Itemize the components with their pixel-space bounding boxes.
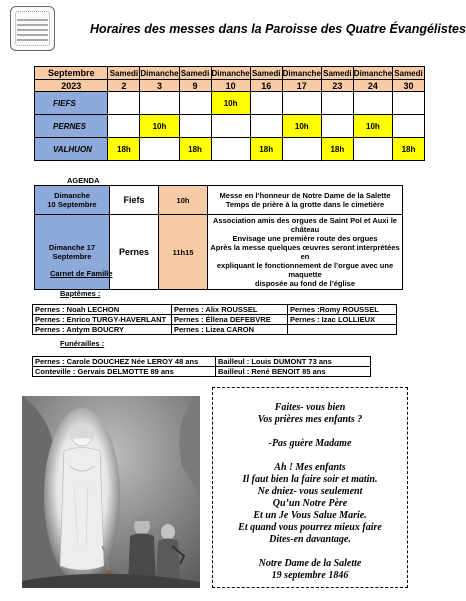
- agenda-time: 10h: [159, 186, 208, 215]
- table-row: [33, 325, 397, 335]
- poem-line: Et quand vous pourrez mieux faire: [238, 522, 382, 533]
- baptism-entry: Pernes : Lizea CARON: [172, 325, 288, 335]
- poem-line: Qu’un Notre Père: [272, 498, 348, 509]
- schedule-cell: [282, 138, 321, 161]
- schedule-cell: [393, 92, 425, 115]
- schedule-row-pernes: [35, 115, 425, 138]
- agenda-desc-line: Messe en l’honneur de Notre Dame de la Salette: [219, 191, 391, 200]
- baptism-entry: Pernes : Izac LOLLIEUX: [288, 315, 397, 325]
- schedule-cell: [250, 92, 282, 115]
- schedule-day: Samedi: [180, 68, 210, 78]
- schedule-date: 9: [179, 80, 211, 92]
- schedule-day: Samedi: [109, 68, 139, 78]
- apparition-la-salette-image: [22, 396, 200, 588]
- agenda-when-line: Septembre: [52, 252, 92, 261]
- table-row: [33, 367, 371, 377]
- poem-line: Ne dniez- vous seulement: [257, 486, 363, 497]
- schedule-header-dates: [35, 80, 425, 92]
- schedule-cell: 10h: [211, 92, 250, 115]
- schedule-month: Septembre: [35, 67, 108, 80]
- schedule-cell: 10h: [140, 115, 179, 138]
- schedule-date: 17: [282, 80, 321, 92]
- schedule-date: 2: [108, 80, 140, 92]
- table-row: [33, 357, 371, 367]
- poem-line: Et un Je Vous Salue Marie.: [253, 510, 367, 521]
- schedule-cell: 18h: [321, 138, 353, 161]
- schedule-place: FIEFS: [35, 92, 108, 115]
- agenda-when-line: 10 Septembre: [47, 200, 97, 209]
- baptism-entry: Pernes : Antym BOUCRY: [33, 325, 172, 335]
- funeral-entry: Bailleul : René BENOIT 85 ans: [216, 367, 371, 377]
- poem-line: Faites- vous bien: [274, 402, 346, 413]
- agenda-desc-line: Temps de prière à la grotte dans le cimetière: [225, 200, 385, 209]
- baptism-entry: Pernes : Éllena DEFEBVRE: [172, 315, 288, 325]
- schedule-cell: 10h: [282, 115, 321, 138]
- agenda-desc-line: Après la messe quelques œuvres seront interprétées en: [210, 243, 400, 261]
- schedule-cell: [108, 92, 140, 115]
- poem-line: Notre Dame de la Salette: [258, 558, 362, 569]
- schedule-cell: [211, 138, 250, 161]
- schedule-place: PERNES: [35, 115, 108, 138]
- poem-line: -Pas guère Madame: [268, 438, 352, 449]
- schedule-cell: [353, 138, 392, 161]
- schedule-date: 30: [393, 80, 425, 92]
- funeral-entry: Bailleul : Louis DUMONT 73 ans: [216, 357, 371, 367]
- agenda-desc-line: expliquant le fonctionnement de l’orgue avec une maquette: [216, 261, 394, 279]
- baptemes-table: [32, 304, 397, 335]
- poem-line: Ah ! Mes enfants: [274, 462, 346, 473]
- agenda-place: Pernes: [110, 215, 159, 290]
- baptemes-title: Baptêmes :: [60, 289, 101, 298]
- carnet-title: Carnet de Famille: [50, 269, 113, 278]
- schedule-day: Samedi: [251, 68, 281, 78]
- schedule-cell: [321, 92, 353, 115]
- schedule-cell: [353, 92, 392, 115]
- poem-line: Vos prières mes enfants ?: [257, 414, 363, 425]
- schedule-cell: [321, 115, 353, 138]
- schedule-cell: 10h: [353, 115, 392, 138]
- poem-line: Dites-en davantage.: [269, 534, 351, 545]
- schedule-date: 10: [211, 80, 250, 92]
- agenda-when-line: Dimanche: [54, 191, 90, 200]
- baptism-entry: Pernes :Romy ROUSSEL: [288, 305, 397, 315]
- agenda-title: AGENDA: [67, 176, 100, 185]
- schedule-date: 3: [140, 80, 179, 92]
- schedule-cell: [282, 92, 321, 115]
- schedule-day: Samedi: [323, 68, 352, 78]
- schedule-day: Samedi: [394, 68, 423, 78]
- baptism-entry: Pernes : Enrico TURGY-HAVERLANT: [33, 315, 172, 325]
- agenda-when: [35, 215, 110, 290]
- schedule-cell: [211, 115, 250, 138]
- schedule-year: 2023: [35, 80, 108, 92]
- agenda-desc-line: disposée au fond de l’église: [254, 279, 356, 288]
- schedule-row-valhuon: [35, 138, 425, 161]
- schedule-cell: 18h: [250, 138, 282, 161]
- schedule-cell: [393, 115, 425, 138]
- schedule-cell: [108, 115, 140, 138]
- agenda-row: [35, 215, 403, 290]
- schedule-header-days: [35, 67, 425, 80]
- funerailles-title: Funérailles :: [60, 339, 105, 348]
- poem-box: [212, 387, 408, 588]
- schedule-cell: 18h: [108, 138, 140, 161]
- schedule-day: Dimanche: [353, 68, 393, 78]
- agenda-when: [35, 186, 110, 215]
- schedule-cell: [250, 115, 282, 138]
- agenda-desc-line: Envisage une première route des orgues: [232, 234, 378, 243]
- poem-line: 19 septembre 1846: [271, 570, 349, 581]
- table-row: [33, 315, 397, 325]
- agenda-time: 11h15: [159, 215, 208, 290]
- schedule-place: VALHUON: [35, 138, 108, 161]
- schedule-cell: [140, 92, 179, 115]
- funerailles-table: [32, 356, 371, 377]
- funeral-entry: Pernes : Carole DOUCHEZ Née LEROY 48 ans: [33, 357, 216, 367]
- baptism-entry: [288, 325, 397, 335]
- schedule-cell: 18h: [393, 138, 425, 161]
- table-row: [33, 305, 397, 315]
- parish-logo-icon: [10, 6, 55, 51]
- agenda-row: [35, 186, 403, 215]
- page-title: Horaires des messes dans la Paroisse des Quatre Évangélistes: [90, 22, 466, 36]
- schedule-date: 24: [353, 80, 392, 92]
- agenda-description: [208, 215, 403, 290]
- schedule-cell: [140, 138, 179, 161]
- agenda-description: [208, 186, 403, 215]
- schedule-cell: [179, 115, 211, 138]
- schedule-day: Dimanche: [282, 68, 321, 78]
- mass-schedule-table: [34, 66, 425, 161]
- baptism-entry: Pernes : Noah LECHON: [33, 305, 172, 315]
- schedule-date: 16: [250, 80, 282, 92]
- agenda-place: Fiefs: [110, 186, 159, 215]
- agenda-when-line: Dimanche 17: [48, 243, 96, 252]
- baptism-entry: Pernes : Alix ROUSSEL: [172, 305, 288, 315]
- schedule-row-fiefs: [35, 92, 425, 115]
- funeral-entry: Conteville : Gervais DELMOTTE 89 ans: [33, 367, 216, 377]
- schedule-cell: [179, 92, 211, 115]
- agenda-desc-line: Association amis des orgues de Saint Pol et Auxi le château: [213, 216, 397, 234]
- schedule-cell: 18h: [179, 138, 211, 161]
- schedule-date: 23: [321, 80, 353, 92]
- schedule-day: Dimanche: [211, 68, 250, 78]
- poem-line: Il faut bien la faire soir et matin.: [242, 474, 378, 485]
- schedule-day: Dimanche: [140, 68, 179, 78]
